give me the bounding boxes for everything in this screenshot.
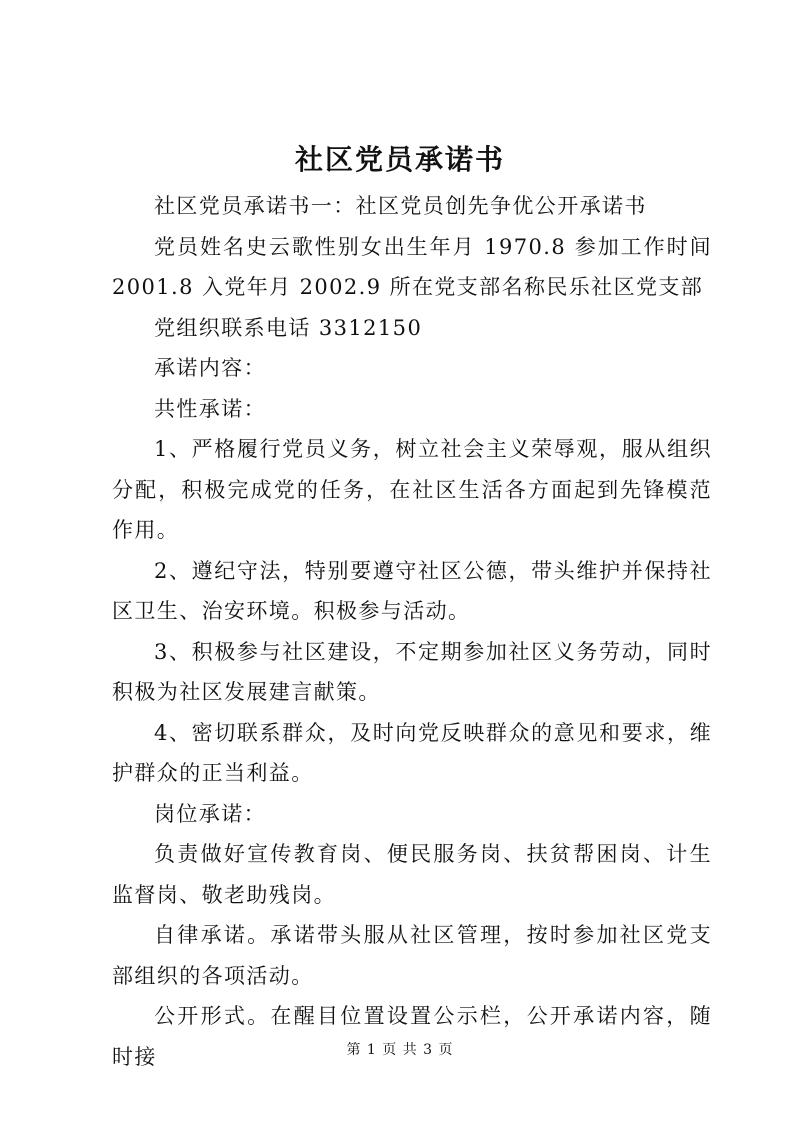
heading-commitment-content: 承诺内容： xyxy=(154,356,266,380)
paragraph-public-form: 公开形式。在醒目位置设置公示栏，公开承诺内容，随时接 xyxy=(112,1004,712,1069)
paragraph-item-3: 3、积极参与社区建设，不定期参加社区义务劳动，同时积极为社区发展建言献策。 xyxy=(112,639,712,704)
paragraph-item-4: 4、密切联系群众，及时向党反映群众的意见和要求，维护群众的正当利益。 xyxy=(112,720,712,785)
page-footer: 第 1 页 共 3 页 xyxy=(346,1042,454,1058)
paragraph-intro: 社区党员承诺书一：社区党员创先争优公开承诺书 xyxy=(154,194,647,218)
paragraph-item-2: 2、遵纪守法，特别要遵守社区公德，带头维护并保持社区卫生、治安环境。积极参与活动。 xyxy=(112,558,712,623)
document-body xyxy=(112,186,712,1077)
paragraph-member-info: 党员姓名史云歌性别女出生年月 1970.8 参加工作时间 2001.8 入党年月 2002.9 所在党支部名称民乐社区党支部 xyxy=(112,234,712,299)
heading-post-commitment: 岗位承诺： xyxy=(154,801,266,826)
paragraph-post-duties: 负责做好宣传教育岗、便民服务岗、扶贫帮困岗、计生监督岗、敬老助残岗。 xyxy=(112,842,712,907)
document-title: 社区党员承诺书 xyxy=(294,143,505,176)
paragraph-self-discipline: 自律承诺。承诺带头服从社区管理，按时参加社区党支部组织的各项活动。 xyxy=(112,923,712,988)
heading-common-commitment: 共性承诺： xyxy=(154,396,266,421)
paragraph-item-1: 1、严格履行党员义务，树立社会主义荣辱观，服从组织分配，积极完成党的任务，在社区生活各方面起到先锋模范作用。 xyxy=(112,437,712,542)
paragraph-contact-phone: 党组织联系电话 3312150 xyxy=(154,315,423,340)
